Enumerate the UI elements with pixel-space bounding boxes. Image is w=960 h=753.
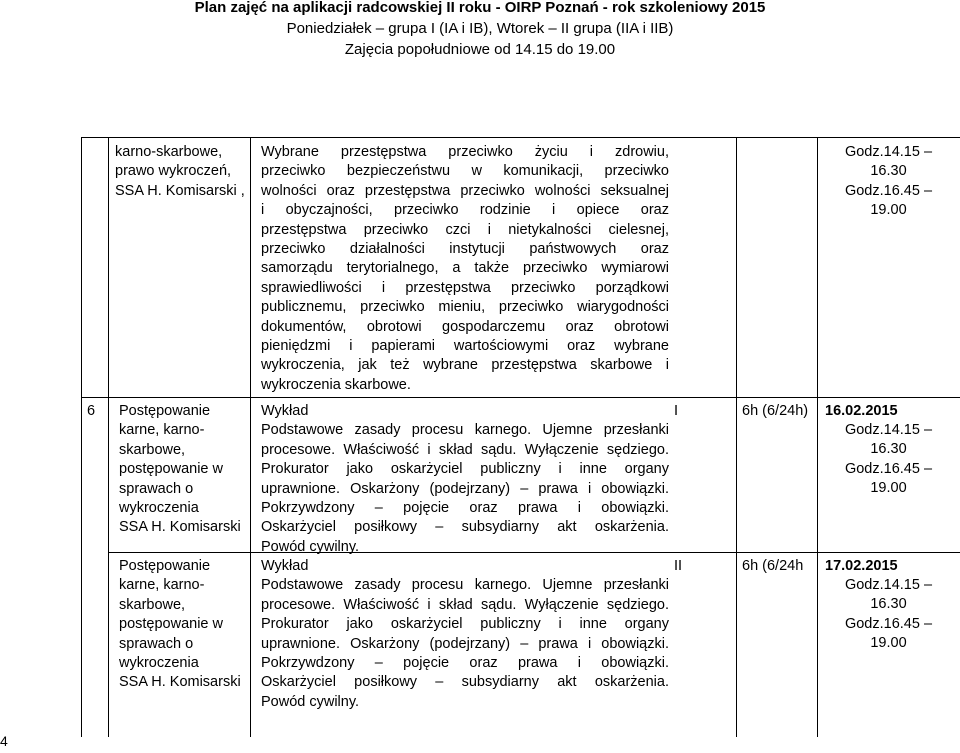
topic-line: prawo wykroczeń, <box>115 163 232 180</box>
topic-line: karne, karno- <box>119 577 205 594</box>
hours-cell: 6h (6/24h <box>742 558 804 574</box>
time-line: Godz.16.45 – <box>844 182 933 199</box>
group-cell: I <box>674 403 679 419</box>
time-line: Godz.14.15 – <box>844 422 933 438</box>
topic-line: karne, karno- <box>119 422 205 439</box>
hours-subtitle: Zajęcia popołudniowe od 14.15 do 19.00 <box>344 41 616 58</box>
topic-line: SSA H. Komisarski <box>119 674 241 691</box>
topic-line: Postępowanie <box>119 558 211 574</box>
content-line: Wykład <box>261 403 309 419</box>
row-number: 6 <box>87 403 96 419</box>
time-line: 16.30 <box>870 441 907 458</box>
time-line: 16.30 <box>870 163 907 180</box>
content-line: Powód cywilny. <box>261 693 360 710</box>
topic-line: skarbowe, <box>119 596 186 613</box>
time-cell <box>817 576 960 654</box>
topic-line: sprawach o <box>119 635 194 652</box>
topic-cell <box>115 143 245 201</box>
topic-line: SSA H. Komisarski , <box>115 182 245 199</box>
topic-cell <box>119 402 249 538</box>
time-line: 19.00 <box>870 480 907 497</box>
time-line: 19.00 <box>870 202 907 219</box>
content-line: Prokurator jako oskarżyciel publiczny i inne organy <box>261 616 669 633</box>
topic-line: Postępowanie <box>119 403 211 419</box>
topic-line: skarbowe, <box>119 441 186 458</box>
topic-line: postępowanie w <box>119 616 223 633</box>
content-line: procesowe. Właściwość i skład sądu. Wyłączenie sędziego. <box>261 441 669 458</box>
time-line: Godz.14.15 – <box>844 577 933 593</box>
topic-line: karno-skarbowe, <box>115 144 223 160</box>
topic-line: SSA H. Komisarski <box>119 519 241 536</box>
content-line: Oskarżyciel posiłkowy – subsydiarny akt oskarżenia. <box>261 519 669 536</box>
content-line: publicznemu, przeciwko mieniu, przeciwko wiarygodności <box>261 299 669 316</box>
content-line: dokumentów, obrotowi gospodarczemu oraz obrotowi <box>261 318 669 335</box>
plan-title: Plan zajęć na aplikacji radcowskiej II roku - OIRP Poznań - rok szkoleniowy 2015 <box>194 0 766 16</box>
content-line: Oskarżyciel posiłkowy – subsydiarny akt oskarżenia. <box>261 674 669 691</box>
topic-line: wykroczenia <box>119 500 199 517</box>
content-line: wykroczenia, jak też wybrane przestępstwa skarbowe i <box>261 357 669 374</box>
content-line: Pokrzywdzony – pojęcie oraz prawa i obowiązki. <box>261 500 669 517</box>
hours-cell: 6h (6/24h) <box>742 403 809 419</box>
content-line: wolności oraz przestępstwa przeciwko wolności seksualnej <box>261 182 669 199</box>
time-line: Godz.16.45 – <box>844 460 933 477</box>
time-line: Godz.16.45 – <box>844 615 933 632</box>
content-line: samorządu terytorialnego, a także przeciwko wymiarowi <box>261 260 669 277</box>
topic-line: sprawach o <box>119 480 194 497</box>
time-line: Godz.14.15 – <box>844 144 933 160</box>
topic-line: postępowanie w <box>119 461 223 478</box>
content-line: przeciwko działalności instytucji państwowych oraz <box>261 241 669 258</box>
content-line: sprawiedliwości i przestępstwa przeciwko porządkowi <box>261 279 669 296</box>
time-line: 16.30 <box>870 596 907 613</box>
date-cell: 17.02.2015 <box>825 558 898 574</box>
content-line: Podstawowe zasady procesu karnego. Ujemne przesłanki <box>261 422 669 439</box>
content-cell <box>261 143 669 395</box>
content-line: i obyczajności, przeciwko rodzinie i opiece oraz <box>261 202 669 219</box>
topic-cell <box>119 557 249 693</box>
content-line: uprawnione. Oskarżony (podejrzany) – prawa i obowiązki. <box>261 635 669 652</box>
content-cell <box>261 402 669 557</box>
content-line: Pokrzywdzony – pojęcie oraz prawa i obowiązki. <box>261 655 669 672</box>
content-line: Wykład <box>261 558 309 574</box>
content-line: wykroczenia skarbowe. <box>261 376 411 393</box>
groups-subtitle: Poniedziałek – grupa I (IA i IB), Wtorek – II grupa (IIA i IIB) <box>286 20 674 37</box>
content-line: procesowe. Właściwość i skład sądu. Wyłączenie sędziego. <box>261 596 669 613</box>
group-cell: II <box>674 558 683 574</box>
content-line: przestępstwa przeciwko czci i nietykalności cielesnej, <box>261 221 669 238</box>
page-number: 4 <box>0 733 8 749</box>
content-line: Powód cywilny. <box>261 538 360 555</box>
topic-line: wykroczenia <box>119 655 199 672</box>
content-line: pieniędzmi i papierami wartościowymi oraz wybrane <box>261 338 669 355</box>
content-line: Prokurator jako oskarżyciel publiczny i inne organy <box>261 461 669 478</box>
date-cell: 16.02.2015 <box>825 403 898 419</box>
content-line: Podstawowe zasady procesu karnego. Ujemne przesłanki <box>261 577 669 594</box>
content-cell <box>261 557 669 712</box>
time-cell <box>817 421 960 499</box>
content-line: przeciwko bezpieczeństwu w komunikacji, przeciwko <box>261 163 669 180</box>
time-cell <box>817 143 960 221</box>
content-line: uprawnione. Oskarżony (podejrzany) – prawa i obowiązki. <box>261 480 669 497</box>
time-line: 19.00 <box>870 635 907 652</box>
schedule-table <box>81 137 960 737</box>
content-line: Wybrane przestępstwa przeciwko życiu i zdrowiu, <box>261 144 669 160</box>
